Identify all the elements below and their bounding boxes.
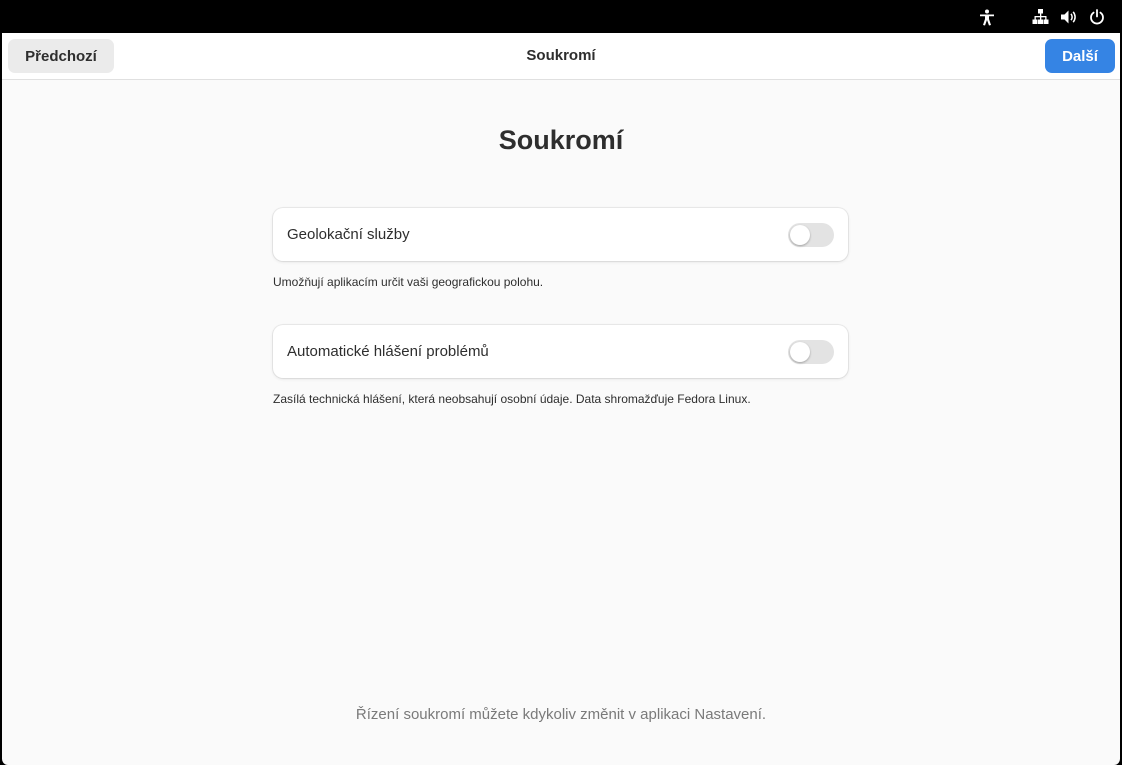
power-icon[interactable] xyxy=(1088,8,1106,26)
location-services-switch[interactable] xyxy=(788,223,834,247)
footer-note: Řízení soukromí můžete kdykoliv změnit v aplikaci Nastavení. xyxy=(355,706,767,723)
accessibility-icon[interactable] xyxy=(978,8,996,26)
previous-button[interactable]: Předchozí xyxy=(8,39,114,73)
system-top-bar xyxy=(0,0,1122,33)
volume-icon[interactable] xyxy=(1060,8,1078,26)
problem-reporting-switch[interactable] xyxy=(788,340,834,364)
location-services-row xyxy=(273,208,848,261)
location-services-description: Umožňují aplikacím určit vaši geografickou polohu. xyxy=(273,275,544,289)
setup-window xyxy=(2,33,1120,765)
problem-reporting-label: Automatické hlášení problémů xyxy=(287,343,489,360)
header-title: Soukromí xyxy=(526,47,596,64)
next-button[interactable]: Další xyxy=(1045,39,1115,73)
switch-knob xyxy=(790,342,810,362)
location-services-label: Geolokační služby xyxy=(287,226,410,243)
problem-reporting-description: Zasílá technická hlášení, která neobsahují osobní údaje. Data shromažďuje Fedora Linux. xyxy=(273,392,751,406)
page-title: Soukromí xyxy=(498,125,624,155)
problem-reporting-row xyxy=(273,325,848,378)
header-bar xyxy=(2,33,1120,80)
switch-knob xyxy=(790,225,810,245)
network-icon[interactable] xyxy=(1031,8,1049,26)
